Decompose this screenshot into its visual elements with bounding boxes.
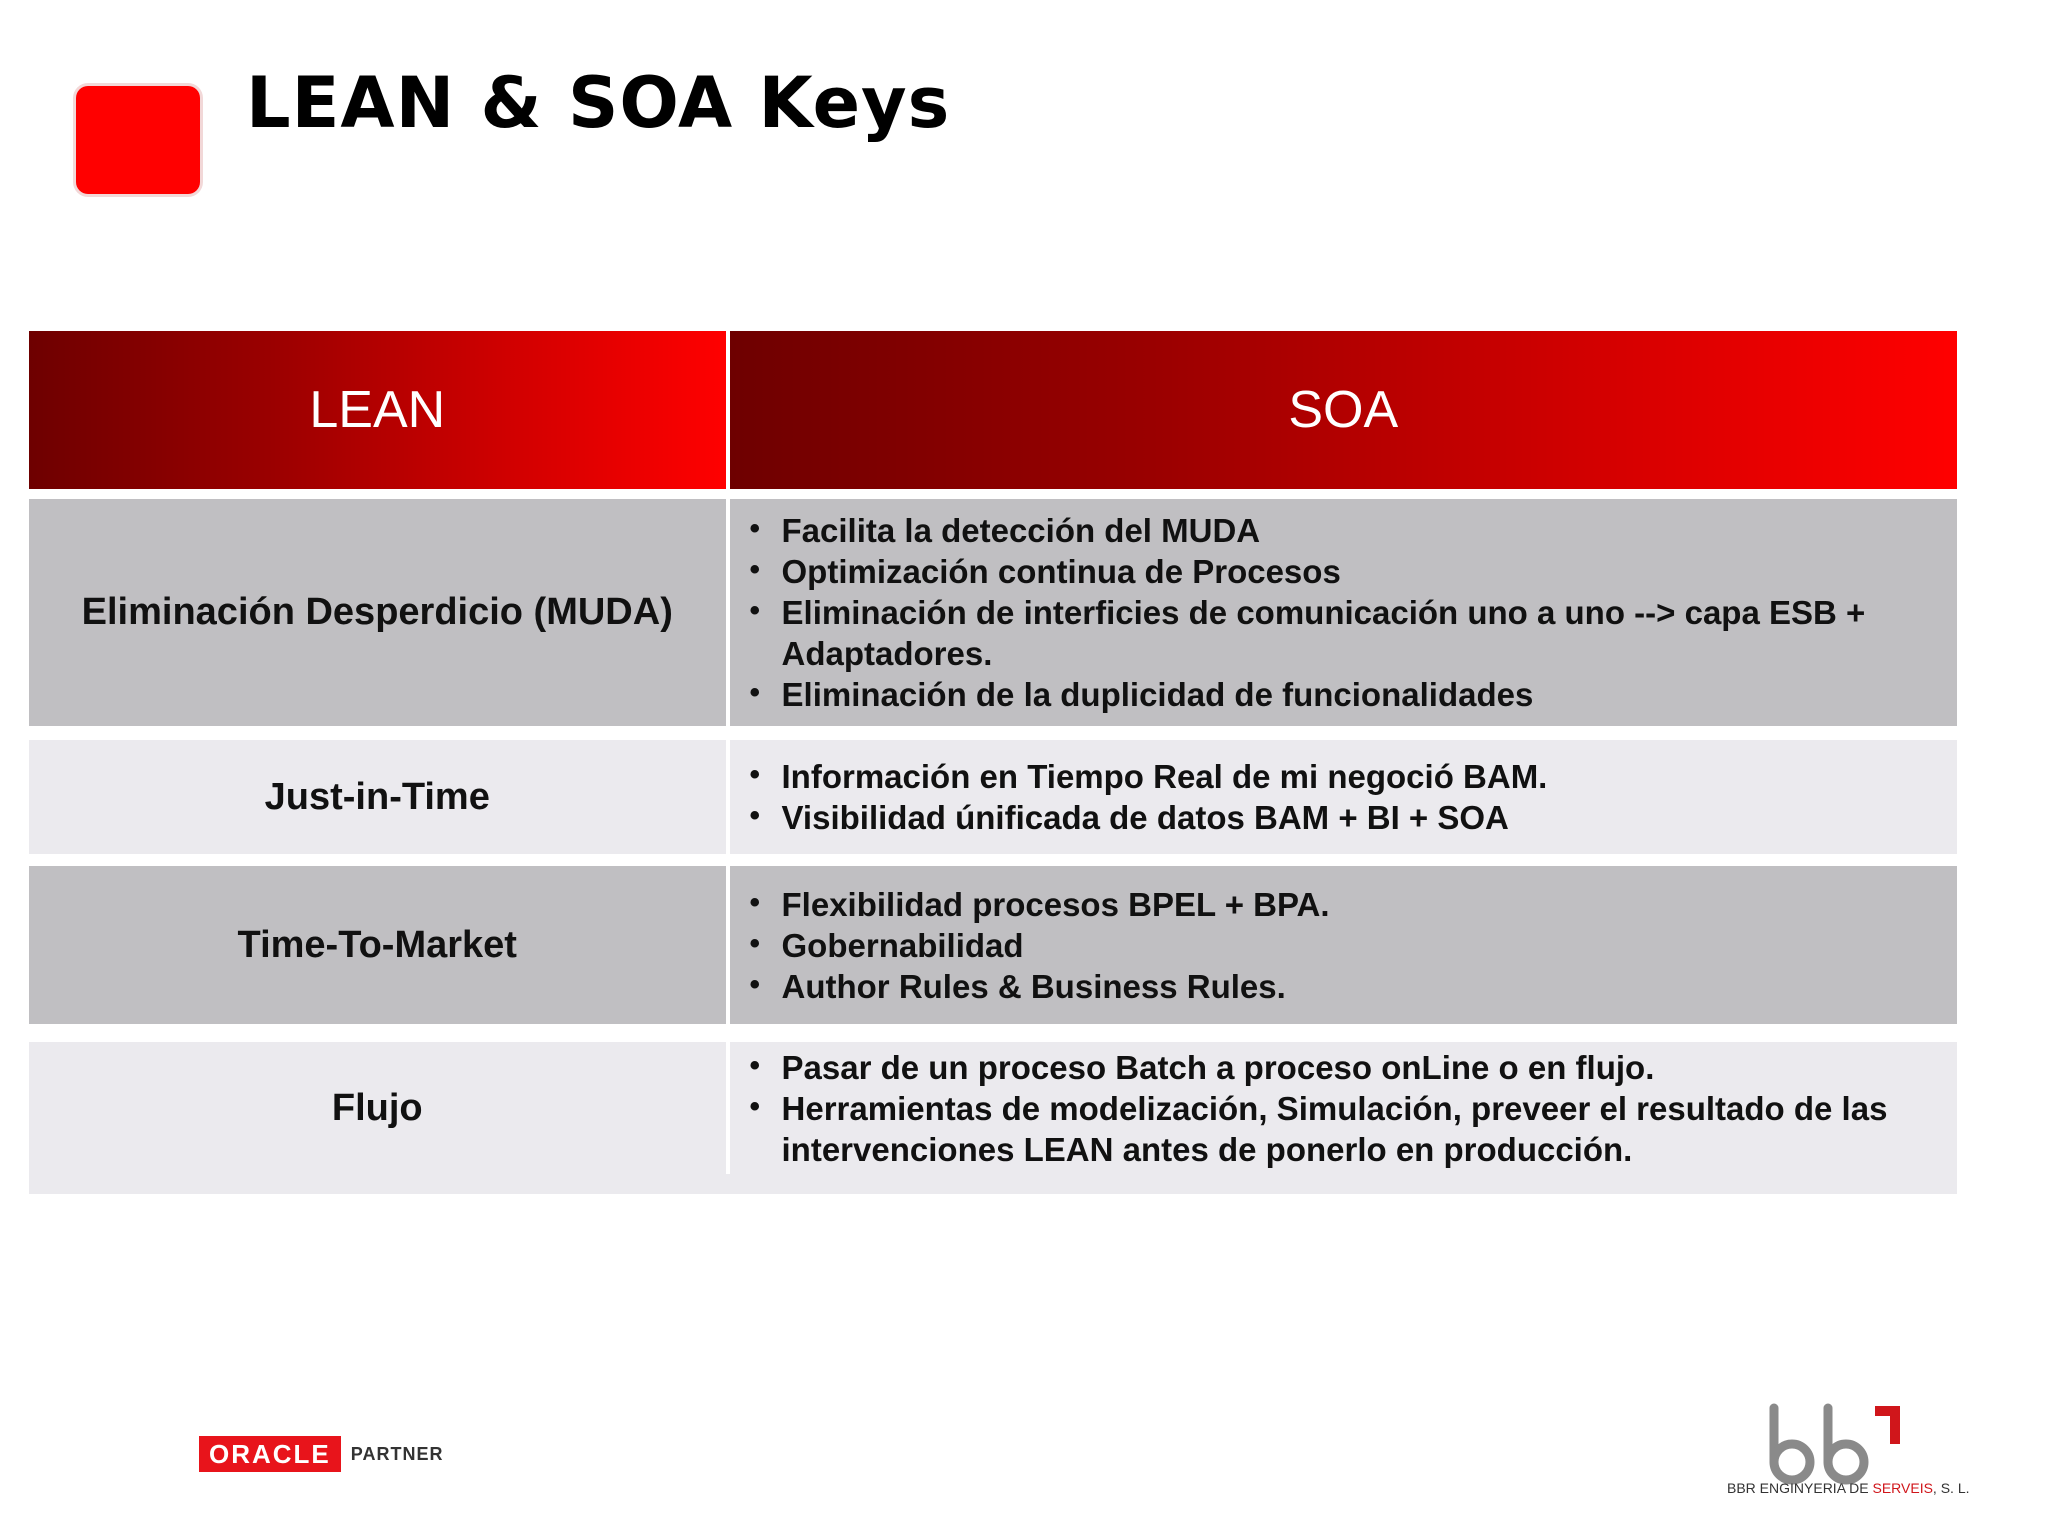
soa-bullet-list	[750, 1047, 1927, 1170]
table-row	[29, 866, 1957, 1024]
slide-title: LEAN & SOA Keys	[246, 62, 951, 144]
company-name-highlight: SERVEIS	[1872, 1480, 1933, 1496]
oracle-partner-logo	[199, 1436, 443, 1472]
company-name-prefix: BBR ENGINYERIA DE	[1727, 1480, 1873, 1496]
table-row	[29, 740, 1957, 854]
table-footer-strip	[29, 1174, 1957, 1194]
table-row	[29, 499, 1957, 726]
header-lean: LEAN	[29, 331, 726, 489]
soa-cell	[730, 1042, 1957, 1174]
table-header-row	[29, 331, 1957, 489]
bullet-item: • Eliminación de interficies de comunicación uno a uno --> capa ESB + Adaptadores.	[750, 592, 1927, 674]
soa-cell	[730, 740, 1957, 854]
bullet-item: • Información en Tiempo Real de mi negoció BAM.	[750, 756, 1548, 797]
soa-cell	[730, 499, 1957, 726]
bullet-item: • Author Rules & Business Rules.	[750, 966, 1330, 1007]
title-bullet-square	[76, 86, 200, 194]
soa-bullet-list	[750, 510, 1927, 715]
soa-bullet-list	[750, 756, 1548, 838]
oracle-wordmark: ORACLE	[199, 1436, 341, 1472]
lean-soa-table	[29, 331, 1957, 1194]
company-name-suffix: , S. L.	[1932, 1480, 1970, 1496]
bullet-item: • Gobernabilidad	[750, 925, 1330, 966]
soa-bullet-list	[750, 884, 1330, 1007]
company-name	[1727, 1480, 1970, 1496]
bullet-item: • Visibilidad únificada de datos BAM + BI + SOA	[750, 797, 1548, 838]
bullet-item: • Facilita la detección del MUDA	[750, 510, 1927, 551]
table-row	[29, 1042, 1957, 1174]
oracle-partner-label: PARTNER	[350, 1443, 444, 1464]
bullet-item: • Flexibilidad procesos BPEL + BPA.	[750, 884, 1330, 925]
lean-cell: Flujo	[29, 1042, 726, 1174]
lean-cell: Eliminación Desperdicio (MUDA)	[29, 499, 726, 726]
lean-cell: Time-To-Market	[29, 866, 726, 1024]
bullet-item: • Optimización continua de Procesos	[750, 551, 1927, 592]
bullet-item: • Herramientas de modelización, Simulación, preveer el resultado de las intervenciones LEAN antes de ponerlo en producción.	[750, 1088, 1927, 1170]
soa-cell	[730, 866, 1957, 1024]
bullet-item: • Eliminación de la duplicidad de funcionalidades	[750, 674, 1927, 715]
bullet-item: • Pasar de un proceso Batch a proceso onLine o en flujo.	[750, 1047, 1927, 1088]
header-soa: SOA	[730, 331, 1957, 489]
lean-cell: Just-in-Time	[29, 740, 726, 854]
